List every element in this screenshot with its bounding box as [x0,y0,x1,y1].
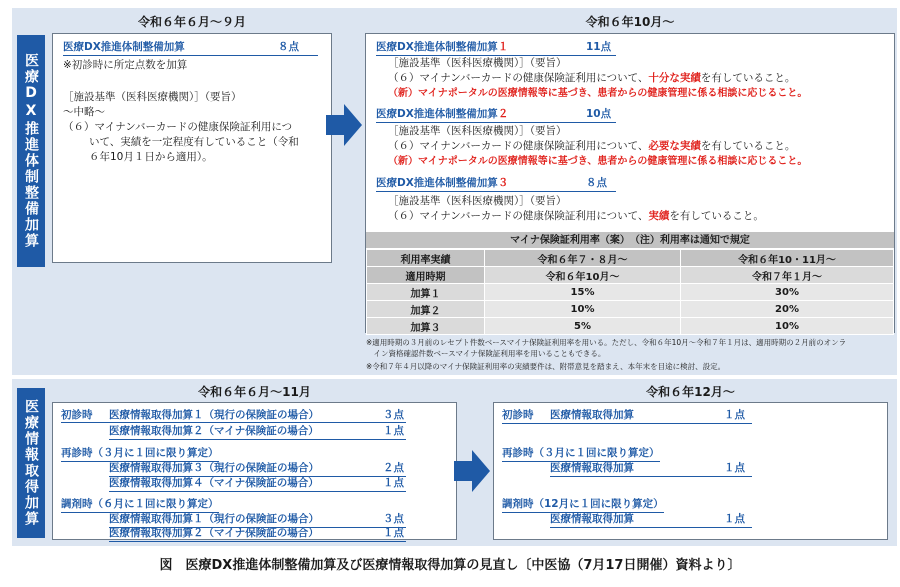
table-row [367,318,894,335]
info-r-dispense-points: １点 [724,513,745,525]
dx-add3-num: ３ [497,177,509,189]
dx-arrow-icon [324,102,364,148]
dx-add1-line3: （新）マイナポータルの医療情報等に基づき、患者からの健康管理に係る相談に応じること。 [388,88,808,99]
rate-table-wrap [366,232,894,335]
info-a4: 医療情報取得加算４（マイナ保険証の場合） [109,476,406,492]
info-b1: 医療情報取得加算１（現行の保険証の場合） [109,512,406,528]
dx-left-line: ［施設基準（医科医療機関）］（要旨） [63,91,242,103]
info-first-visit: 初診時 [61,409,93,421]
rate-cell: 20% [681,301,894,318]
dx-add1-num: １ [497,41,509,53]
info-a2-row [61,424,406,439]
info-r-dispense: 調剤時（12月に１回に限り算定） [502,497,664,513]
rate-cell: 30% [681,284,894,301]
info-r-dispense-name: 医療情報取得加算 [550,513,634,525]
info-a1-points: ３点 [383,409,404,421]
info-arrow-icon [452,448,492,494]
rate-timing-cell: 令和６年10月～ [485,267,681,284]
rate-header-cell: 令和６年10・11月～ [681,250,894,267]
info-a1-row [61,408,406,423]
info-sidebar-label: 医療情報取得加算 [17,388,45,538]
dx-add1-line2b: 十分な実績 [648,72,701,84]
dx-left-title-row [63,40,318,56]
rate-header-cell: 令和６年７・８月～ [485,250,681,267]
dx-add3-line2c: を有していること。 [669,210,764,222]
rate-cell: 加算２ [367,301,485,318]
table-row [367,284,894,301]
dx-note: イン資格確認件数ベースマイナ保険証利用率を用いることもできる。 [366,349,606,358]
dx-add1-points: 11点 [586,41,612,53]
info-right-box [493,402,888,540]
dx-add1-line2c: を有していること。 [700,72,796,84]
info-r-first-name: 医療情報取得加算 [550,409,634,421]
rate-cell: 5% [485,318,681,335]
dx-add2-line2 [388,139,795,154]
info-b2: 医療情報取得加算２（マイナ保険証の場合） [109,526,406,542]
info-a3-points: ２点 [383,462,404,474]
info-left-period: 令和６年６月～11月 [198,385,311,399]
info-r-first-points: １点 [724,409,745,421]
info-a3-row [61,461,406,476]
dx-add1-line1: ［施設基準（医科医療機関）］（要旨） [388,57,567,69]
dx-add3-title-row [376,176,616,192]
rate-cell: 10% [485,301,681,318]
info-a2-points: １点 [383,425,404,437]
info-a1: 医療情報取得加算１（現行の保険証の場合） [109,409,319,421]
dx-left-period: 令和６年６月～９月 [137,15,246,29]
info-r-first-visit: 初診時 [502,409,534,421]
info-a3: 医療情報取得加算３（現行の保険証の場合） [109,461,406,477]
dx-left-points: ８点 [278,41,299,53]
info-dispense: 調剤時（６月に１回に限り算定） [61,497,219,513]
info-b2-points: １点 [383,527,404,539]
info-a4-points: １点 [383,477,404,489]
dx-add1-title: 医療DX推進体制整備加算 [376,41,498,53]
rate-timing-cell: 適用時期 [367,267,485,284]
info-left-box [52,402,457,540]
info-r-dispense-row [550,512,752,528]
dx-add3-title: 医療DX推進体制整備加算 [376,177,498,189]
dx-add1-line2 [388,71,795,86]
dx-add2-line2b: 必要な実績 [648,140,701,152]
info-b1-row [61,512,406,527]
rate-cell: 加算１ [367,284,485,301]
rate-cell: 10% [681,318,894,335]
info-r-first-row [502,408,752,424]
dx-add2-line2a: （６）マイナンバーカードの健康保険証利用について、 [388,140,649,152]
dx-add2-line3: （新）マイナポータルの医療情報等に基づき、患者からの健康管理に係る相談に応じること。 [388,156,808,167]
rate-cell: 15% [485,284,681,301]
dx-add2-points: 10点 [586,108,612,120]
info-r-revisit-row [550,461,752,477]
info-a2: 医療情報取得加算２（マイナ保険証の場合） [109,424,406,440]
rate-table [366,249,894,335]
info-r-revisit-name: 医療情報取得加算 [550,462,634,474]
dx-add2-title: 医療DX推進体制整備加算 [376,108,498,120]
dx-add2-line1: ［施設基準（医科医療機関）］（要旨） [388,125,567,137]
dx-add3-line1: ［施設基準（医科医療機関）］（要旨） [388,195,567,207]
rate-cell: 加算３ [367,318,485,335]
info-revisit: 再診時（３月に１回に限り算定） [61,446,219,462]
table-row [367,301,894,318]
dx-add3-line2a: （６）マイナンバーカードの健康保険証利用について、 [388,210,649,222]
dx-left-title: 医療DX推進体制整備加算 [63,41,185,53]
rate-header-cell: 利用率実績 [367,250,485,267]
info-b2-row [61,526,406,541]
figure-caption: 図 医療DX推進体制整備加算及び医療情報取得加算の見直し〔中医協（7月17日開催）資料より〕 [159,558,741,573]
rate-table-title: マイナ保険証利用率（案） （注）利用率は通知で規定 [366,232,894,249]
info-right-period: 令和６年12月～ [646,385,735,399]
dx-left-note: ※初診時に所定点数を加算 [63,59,188,71]
table-row [367,267,894,284]
dx-left-line: （６）マイナンバーカードの健康保険証利用につ [63,121,293,133]
dx-left-line: ６年10月１日から適用）。 [89,151,213,163]
dx-note: ※令和７年４月以降のマイナ保険証利用率の実績要件は、附帯意見を踏まえ、本年末を目途に検討、設定。 [366,362,726,371]
dx-add1-title-row [376,40,616,56]
info-r-revisit: 再診時（３月に１回に限り算定） [502,446,660,462]
dx-left-line: いて、実績を一定程度有していること（令和 [89,136,299,148]
dx-left-line: ～中略～ [63,106,105,118]
dx-add2-num: ２ [497,108,509,120]
dx-add2-title-row [376,107,616,123]
dx-right-period: 令和６年10月～ [585,15,675,29]
dx-right-box [365,33,895,333]
dx-sidebar-label: 医療DX推進体制整備加算 [17,35,45,267]
dx-left-box [52,33,332,263]
dx-note: ※適用時期の３月前のレセプト件数ベースマイナ保険証利用率を用いる。ただし、令和６年10月～令和７年１月は、適用時期の２月前のオンラ [366,338,847,347]
info-b1-points: ３点 [383,513,404,525]
table-row [367,250,894,267]
dx-add3-points: ８点 [586,177,607,189]
dx-add3-line2b: 実績 [648,210,670,222]
info-a4-row [61,476,406,491]
dx-add2-line2c: を有していること。 [700,140,796,152]
dx-add1-line2a: （６）マイナンバーカードの健康保険証利用について、 [388,72,649,84]
rate-timing-cell: 令和７年１月～ [681,267,894,284]
dx-add3-line2 [388,209,764,224]
info-r-revisit-points: １点 [724,462,745,474]
